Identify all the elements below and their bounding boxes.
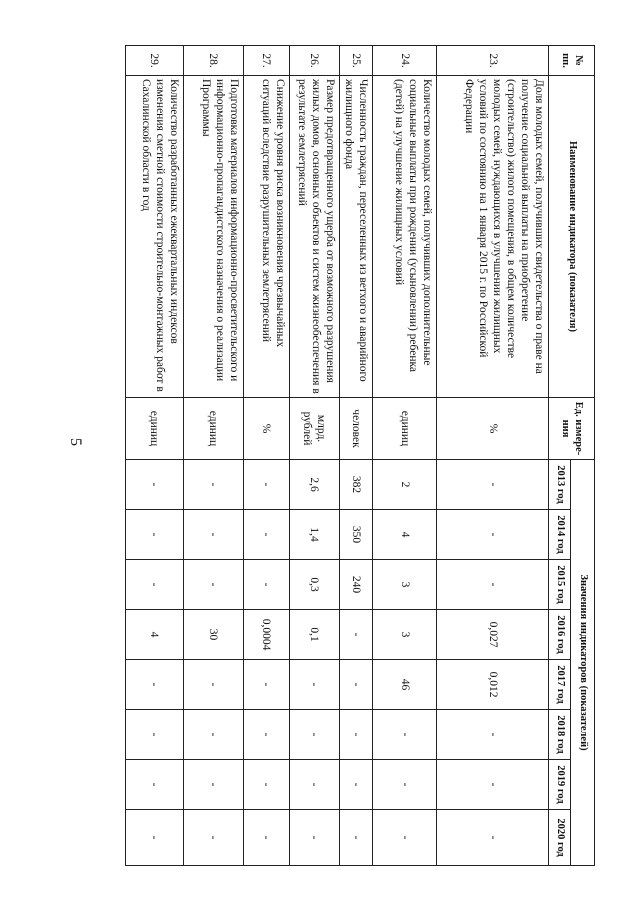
value-cell: - <box>243 710 289 760</box>
header-year: 2015 год <box>549 560 571 610</box>
value-cell: - <box>183 710 243 760</box>
row-number: 24. <box>373 46 437 76</box>
indicator-name: Количество разработанных ежеквартальных индексов изменения сметной стоимости строительно-монтажных работ в Сахалинской области в год <box>125 76 183 398</box>
value-cell: 0,0004 <box>243 610 289 660</box>
table-row <box>289 46 339 866</box>
indicator-name: Доля молодых семей, получивших свидетельства о праве на получение социальной выплаты на приобретение (строительство) жилого помещения, в общем количестве молодых семей, нуждающихся в улучшении жилищных условий по состоянию на 1 января 2015 г. по Российской Федерации <box>437 76 549 398</box>
value-cell: 240 <box>339 560 372 610</box>
indicator-name: Снижение уровня риска возникновения чрезвычайных ситуаций вследствие разрушительных землетрясений <box>243 76 289 398</box>
row-number: 28. <box>183 46 243 76</box>
header-values-group: Значения индикаторов (показателей) <box>571 460 595 866</box>
value-cell: 0,3 <box>289 560 339 610</box>
header-year: 2019 год <box>549 760 571 810</box>
table-row <box>339 46 372 866</box>
unit-cell: единиц <box>183 398 243 460</box>
value-cell: - <box>339 760 372 810</box>
value-cell: 46 <box>373 660 437 710</box>
value-cell: - <box>183 510 243 560</box>
value-cell: - <box>243 510 289 560</box>
value-cell: - <box>437 510 549 560</box>
value-cell: 4 <box>125 610 183 660</box>
value-cell: - <box>437 760 549 810</box>
value-cell: - <box>243 810 289 866</box>
value-cell: - <box>437 460 549 510</box>
value-cell: 4 <box>373 510 437 560</box>
value-cell: 30 <box>183 610 243 660</box>
rotated-table-wrapper <box>125 45 595 865</box>
value-cell: - <box>373 710 437 760</box>
value-cell: - <box>437 560 549 610</box>
table-row <box>243 46 289 866</box>
value-cell: 0,012 <box>437 660 549 710</box>
value-cell: - <box>289 760 339 810</box>
row-number: 26. <box>289 46 339 76</box>
value-cell: 1,4 <box>289 510 339 560</box>
table-row <box>125 46 183 866</box>
indicator-name: Количество молодых семей, получивших дополнительные социальные выплаты при рождении (усыновлении) ребенка (детей) на улучшение жилищных условий <box>373 76 437 398</box>
indicators-table <box>125 45 595 866</box>
unit-cell: человек <box>339 398 372 460</box>
value-cell: 382 <box>339 460 372 510</box>
value-cell: - <box>125 810 183 866</box>
value-cell: 350 <box>339 510 372 560</box>
value-cell: - <box>183 760 243 810</box>
unit-cell: единиц <box>373 398 437 460</box>
value-cell: - <box>125 660 183 710</box>
value-cell: - <box>125 760 183 810</box>
row-number: 23. <box>437 46 549 76</box>
indicator-name: Размер предотвращенного ущерба от возможного разрушения жилых домов, основных объектов и систем жизнеобеспечения в результате землетрясений <box>289 76 339 398</box>
unit-cell: % <box>243 398 289 460</box>
value-cell: 2 <box>373 460 437 510</box>
value-cell: 3 <box>373 610 437 660</box>
value-cell: 0,1 <box>289 610 339 660</box>
value-cell: - <box>125 510 183 560</box>
value-cell: - <box>243 660 289 710</box>
value-cell: - <box>125 710 183 760</box>
table-row <box>183 46 243 866</box>
row-number: 29. <box>125 46 183 76</box>
value-cell: - <box>339 810 372 866</box>
value-cell: - <box>339 660 372 710</box>
value-cell: - <box>125 560 183 610</box>
header-year: 2016 год <box>549 610 571 660</box>
value-cell: - <box>289 710 339 760</box>
header-year: 2013 год <box>549 460 571 510</box>
unit-cell: млрд. рублей <box>289 398 339 460</box>
unit-cell: % <box>437 398 549 460</box>
table-row <box>437 46 549 866</box>
value-cell: - <box>373 760 437 810</box>
value-cell: - <box>339 710 372 760</box>
page-number: 5 <box>67 438 84 446</box>
table-row <box>373 46 437 866</box>
value-cell: - <box>183 560 243 610</box>
value-cell: - <box>243 560 289 610</box>
header-unit: Ед. измере-ния <box>549 398 595 460</box>
value-cell: - <box>437 710 549 760</box>
unit-cell: единиц <box>125 398 183 460</box>
value-cell: 3 <box>373 560 437 610</box>
row-number: 25. <box>339 46 372 76</box>
header-year: 2017 год <box>549 660 571 710</box>
value-cell: - <box>125 460 183 510</box>
header-name: Наименование индикатора (показателя) <box>549 76 595 398</box>
value-cell: - <box>243 760 289 810</box>
value-cell: - <box>339 610 372 660</box>
value-cell: 2,6 <box>289 460 339 510</box>
value-cell: - <box>373 810 437 866</box>
value-cell: - <box>183 810 243 866</box>
value-cell: - <box>183 660 243 710</box>
indicator-name: Численность граждан, переселенных из ветхого и аварийного жилищного фонда <box>339 76 372 398</box>
value-cell: - <box>289 810 339 866</box>
row-number: 27. <box>243 46 289 76</box>
header-year: 2020 год <box>549 810 571 866</box>
value-cell: - <box>243 460 289 510</box>
value-cell: - <box>183 460 243 510</box>
header-year: 2014 год <box>549 510 571 560</box>
indicator-name: Подготовка материалов информационно-просветительского и информационно-пропагандистского назначения о реализации Программы <box>183 76 243 398</box>
value-cell: 0,027 <box>437 610 549 660</box>
header-year: 2018 год <box>549 710 571 760</box>
header-no: № пп. <box>549 46 595 76</box>
value-cell: - <box>289 660 339 710</box>
value-cell: - <box>437 810 549 866</box>
